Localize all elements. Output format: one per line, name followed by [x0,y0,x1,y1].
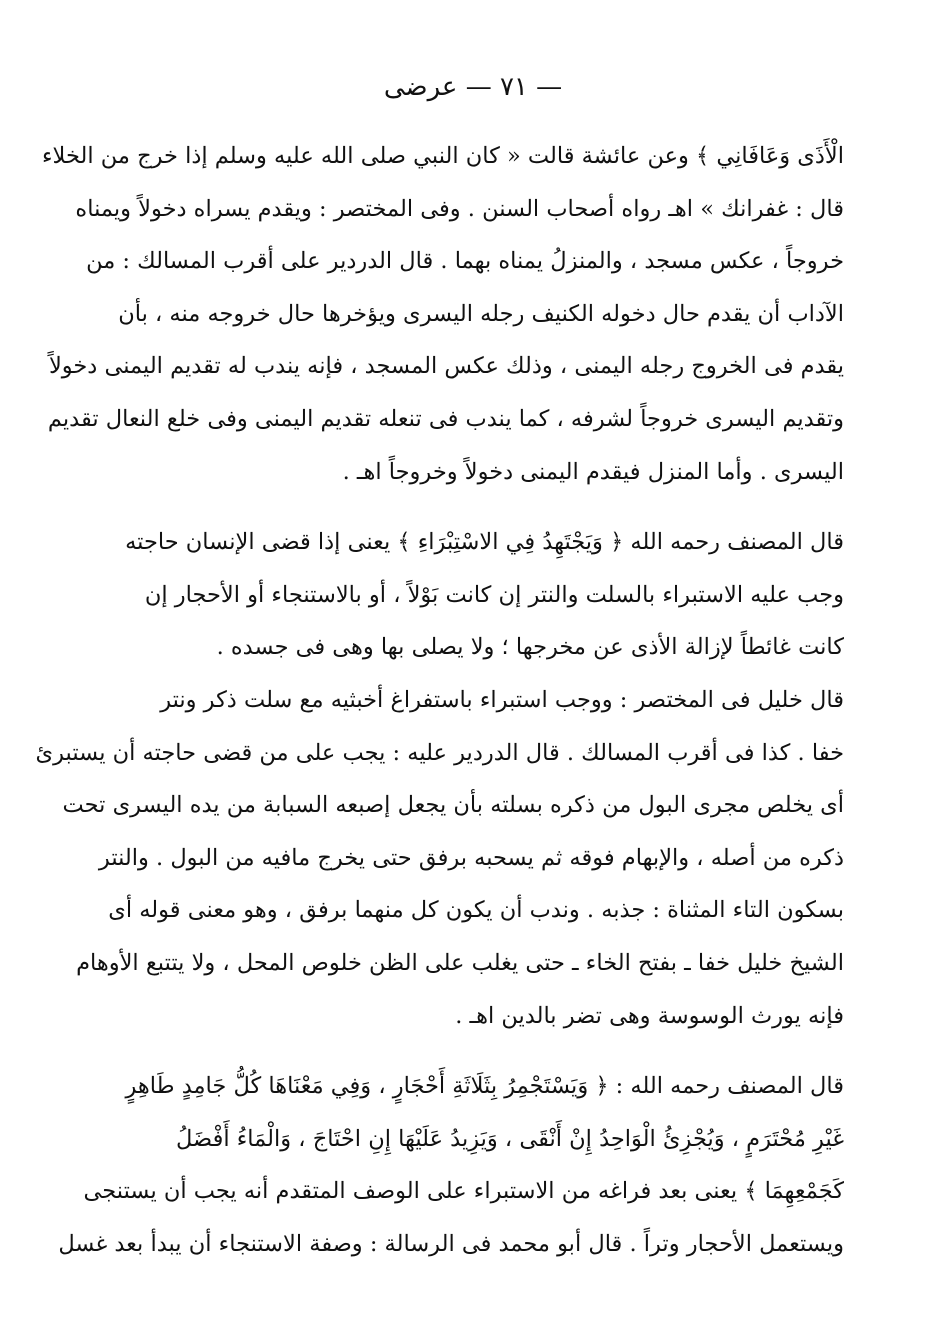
text-line: يقدم فى الخروج رجله اليمنى ، وذلك عكس المسجد ، فإنه يندب له تقديم اليمنى دخولاً [48,353,844,380]
text-line: فإنه يورث الوسوسة وهى تضر بالدين اهـ . [455,1002,844,1029]
text-line: قال المصنف رحمه الله ﴿ وَيَجْتَهِدُ فِي الاسْتِبْرَاءِ ﴾ يعنى إذا قضى الإنسان حاجته [125,529,844,556]
text-line: قال المصنف رحمه الله : ﴿ وَيَسْتَجْمِرُ بِثَلَاثَةِ أَحْجَارٍ ، وَفِي مَعْنَاهَا كُلُّ جَامِدٍ طَاهِرٍ [125,1073,844,1100]
page-body [35,130,844,1270]
paragraph [41,130,844,498]
text-line: وجب عليه الاستبراء بالسلت والنتر إن كانت بَوْلاً ، أو بالاستنجاء أو الأحجار إن [144,581,844,608]
text-line: الْأَذَى وَعَافَانِي ﴾ وعن عائشة قالت « كان النبي صلى الله عليه وسلم إذا خرج من الخلاء [41,143,844,169]
text-line: قال خليل فى المختصر : ووجب استبراء باستفراغ أخبثيه مع سلت ذكر ونتر [160,686,844,713]
text-line: أى يخلص مجرى البول من ذكره بسلته بأن يجعل إصبعه السبابة من يده اليسرى تحت [62,792,844,819]
text-line: قال : غفرانك » اهـ رواه أصحاب السنن . وفى المختصر : ويقدم يسراه دخولاً ويمناه [75,195,844,222]
page-header: — ٧١ — عرضى [383,72,563,102]
text-line: خروجاً ، عكس مسجد ، والمنزلُ يمناه بهما . قال الدردير على أقرب المسالك : من [86,248,844,275]
text-line: غَيْرِ مُحْتَرَمٍ ، وَيُجْزِئُ الْوَاحِدُ إِنْ أَنْقَى ، وَيَزِيدُ عَلَيْهَا إِنِ احْتَاجَ ، وَالْمَاءُ أَفْضَلُ [176,1125,844,1152]
text-line: بسكون التاء المثناة : جذبه . وندب أن يكون كل منهما برفق ، وهو معنى قوله أى [108,897,844,924]
text-line: ويستعمل الأحجار وتراً . قال أبو محمد فى الرسالة : وصفة الاستنجاء أن يبدأ بعد غسل [58,1230,844,1257]
text-line: كَجَمْعِهِمَا ﴾ يعنى بعد فراغه من الاستبراء على الوصف المتقدم أنه يجب أن يستنجى [83,1178,844,1205]
paragraph-gap [118,498,844,516]
paragraph [35,674,844,1042]
text-line: وتقديم اليسرى خروجاً لشرفه ، كما يندب فى تنعله تقديم اليمنى وفى خلع النعال تقديم [47,405,844,432]
text-line: خفا . كذا فى أقرب المسالك . قال الدردير عليه : يجب على من قضى حاجته أن يستبرئ [35,739,844,766]
paragraph-gap [118,1042,844,1060]
text-line: كانت غائطاً لإزالة الأذى عن مخرجها ؛ ولا يصلى بها وهى فى جسده . [216,634,844,661]
paragraph [118,516,844,674]
paragraph [58,1060,844,1270]
text-line: اليسرى . وأما المنزل فيقدم اليمنى دخولاً وخروجاً اهـ . [342,458,844,485]
text-line: الشيخ خليل خفا ـ بفتح الخاء ـ حتى يغلب على الظن خلوص المحل ، ولا يتتبع الأوهام [76,949,844,976]
text-line: الآداب أن يقدم حال دخوله الكنيف رجله اليسرى ويؤخرها حال خروجه منه ، بأن [118,300,844,327]
text-line: ذكره من أصله ، والإبهام فوقه ثم يسحبه برفق حتى يخرج مافيه من البول . والنتر [98,844,844,871]
